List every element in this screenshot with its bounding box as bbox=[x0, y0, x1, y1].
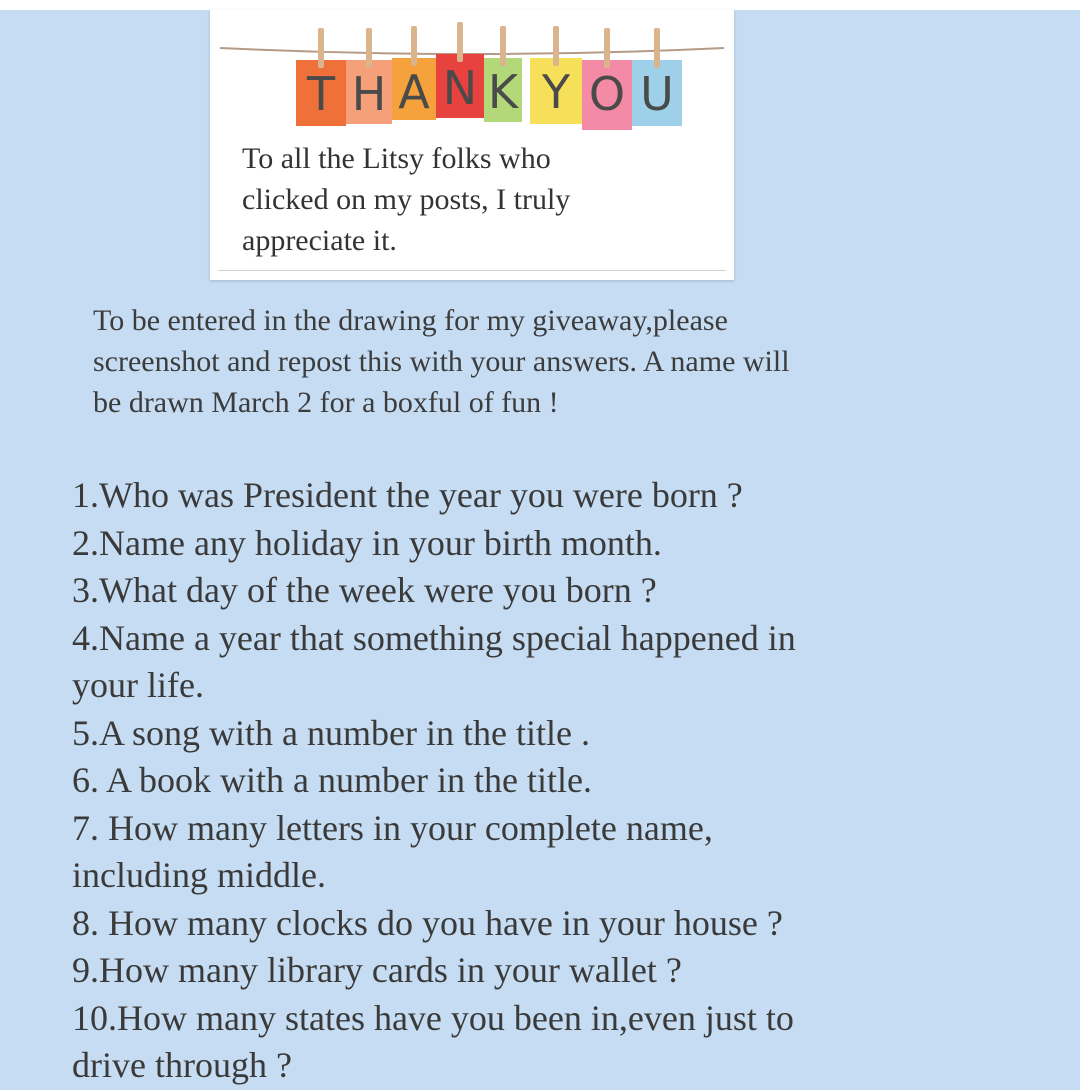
question-line: including middle. bbox=[72, 855, 326, 895]
banner-letter: O bbox=[588, 67, 626, 121]
question-line: 8. How many clocks do you have in your house ? bbox=[72, 902, 783, 943]
banner-letter: T bbox=[306, 67, 336, 121]
banner-letter: N bbox=[442, 61, 478, 115]
question-item bbox=[72, 615, 1062, 710]
question-line: 7. How many letters in your complete name, bbox=[72, 807, 713, 848]
question-line: 4.Name a year that something special happened in bbox=[72, 617, 796, 658]
clothespin-icon bbox=[457, 22, 463, 62]
clothespin-icon bbox=[411, 26, 417, 66]
question-item bbox=[72, 947, 1062, 995]
banner-letter: U bbox=[640, 67, 674, 121]
question-list bbox=[72, 472, 1062, 1090]
banner-letter: A bbox=[398, 65, 430, 119]
question-line: 2.Name any holiday in your birth month. bbox=[72, 522, 662, 563]
giveaway-instructions bbox=[93, 300, 993, 423]
message-line: To all the Litsy folks who bbox=[242, 142, 551, 175]
question-item bbox=[72, 995, 1062, 1090]
question-line: 9.How many library cards in your wallet ? bbox=[72, 950, 682, 990]
banner-letter: H bbox=[351, 67, 387, 121]
question-item bbox=[72, 757, 1062, 805]
banner-letter: K bbox=[487, 65, 519, 119]
question-line: 1.Who was President the year you were born ? bbox=[72, 475, 743, 515]
question-item bbox=[72, 900, 1062, 948]
clothespin-icon bbox=[318, 28, 324, 68]
instruction-line: screenshot and repost this with your answers. A name will bbox=[93, 345, 790, 378]
question-line: 6. A book with a number in the title. bbox=[72, 760, 592, 800]
question-item bbox=[72, 520, 1062, 568]
question-item bbox=[72, 710, 1062, 758]
instruction-line: be drawn March 2 for a boxful of fun ! bbox=[93, 386, 559, 419]
thank-you-banner bbox=[210, 10, 734, 140]
thank-you-message bbox=[242, 138, 722, 261]
question-line: drive through ? bbox=[72, 1045, 292, 1085]
question-line: 5.A song with a number in the title . bbox=[72, 712, 590, 753]
question-line: 10.How many states have you been in,even just to bbox=[72, 997, 794, 1038]
card-divider bbox=[218, 270, 726, 271]
clothespin-icon bbox=[604, 28, 610, 68]
question-item bbox=[72, 805, 1062, 900]
top-strip bbox=[0, 0, 1080, 10]
thank-you-card bbox=[210, 10, 734, 280]
question-item bbox=[72, 567, 1062, 615]
question-line: your life. bbox=[72, 665, 204, 705]
instruction-line: To be entered in the drawing for my giveaway,please bbox=[93, 304, 728, 337]
clothespin-icon bbox=[500, 26, 506, 66]
message-line: clicked on my posts, I truly bbox=[242, 183, 571, 216]
banner-string bbox=[220, 48, 724, 54]
message-line: appreciate it. bbox=[242, 224, 397, 257]
clothespin-icon bbox=[553, 26, 559, 66]
banner-letter: Y bbox=[541, 65, 571, 119]
clothespin-icon bbox=[654, 28, 660, 68]
question-item bbox=[72, 472, 1062, 520]
question-line: 3.What day of the week were you born ? bbox=[72, 570, 657, 610]
clothespin-icon bbox=[366, 28, 372, 68]
